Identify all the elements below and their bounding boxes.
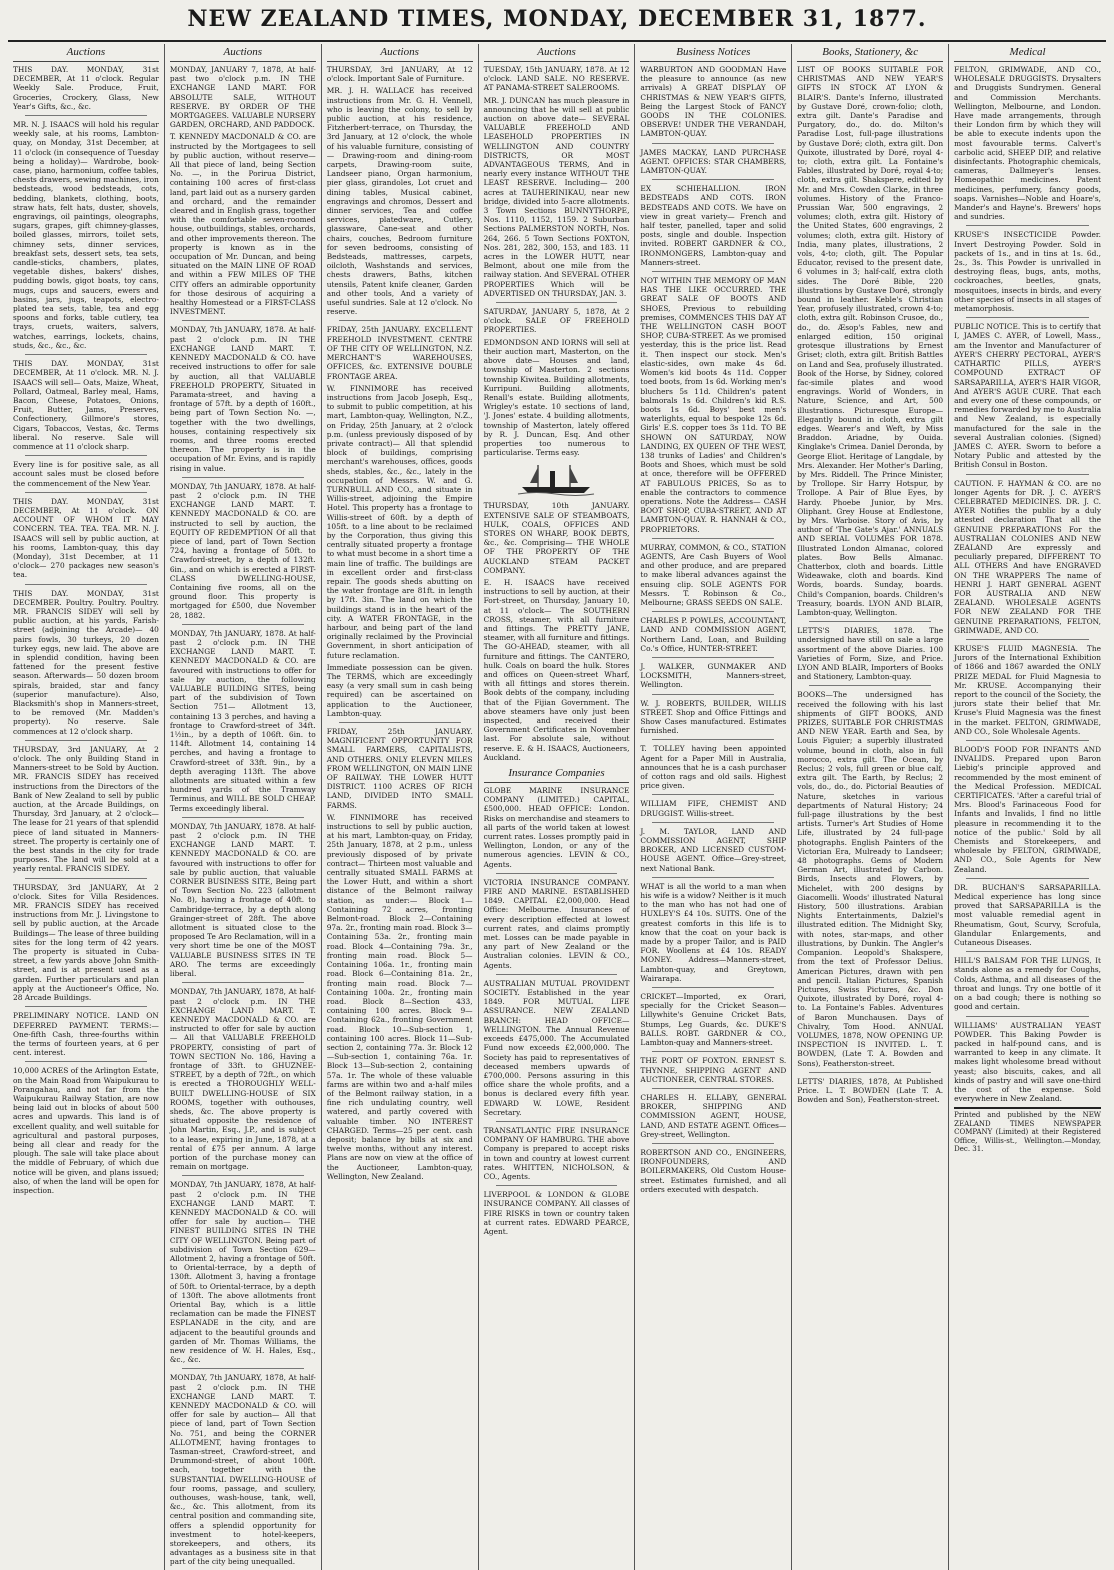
column-1 <box>8 44 165 1570</box>
advert: T. KENNEDY MACDONALD & CO. are instructed by the Mortgagees to sell by public auction, without reserve— All that piece of land, being Section No. —, in the Porirua District, containing 100 acres of first-class land, part laid out as a nursery garden and orchard, and the remainder cleared and in English grass, together with the comfortable seven-roomed house, outbuildings, stables, orchards, and other improvements thereon. The property is known as in the occupation of Mr. Duncan, and being situated on the MAIN LINE OF ROAD and within a FEW MILES OF THE CITY offers an admirable opportunity for those desirous of acquiring a healthy Homestead or a FIRST-CLASS INVESTMENT. <box>169 132 316 317</box>
advert: HILL'S BALSAM FOR THE LUNGS, It stands alone as a remedy for Coughs, Colds, Asthma, and all diseases of the throat and lungs. Try one bottle of it on a bad cough; there is nothing so good and certain. <box>954 956 1101 1012</box>
advert: MR. N. J. ISAACS will hold his regular weekly sale, at his rooms, Lambton-quay, on Monday, 31st December, at 11 o'clock (in consequence of Tuesday being a holiday)— Wardrobe, book-case, piano, harmonium, coffee tables, chests drawers, sewing machines, iron bedsteads, wood bedsteads, cots, bedding, blankets, clothing, boots, straw hats, felt hats, duster, shovels, engravings, oil paintings, oleographs, sugars, grapes, gift chimney-glasses, boiled glasses, mirrors, toilet sets, chimney sets, dinner services, breakfast sets, dessert sets, tea sets, candle-sticks, chambers, plates, vegetable dishes, bakers' dishes, pudding bowls, gigot boats, toy cans, mugs, cups and saucers, ewers and basins, jars, jugs, teapots, electro-plated tea sets, table, tea and egg spoons and forks, table cutlery, tea trays, cruets, waiters, salvers, watches, earrings, lockets, chains, studs, &c., &c., &c. <box>13 120 159 350</box>
advert: THIS DAY. MONDAY, 31st DECEMBER. Poultry. Poultry. Poultry. MR. FRANCIS SIDEY will sell by public auction, at his yards, Farish-street (adjoining the Arcade)— 40 pairs fowls, 30 turkeys, 20 dozen turkey eggs, new laid. The above are in splendid condition, having been fattened for the present festive season. Afterwards— 50 dozen broom spirals, braided, star and fancy (superior manufacture). Also, Blacksmith's shop in Manners-street, to be removed (Mr. Madden's property). No reserve. Sale commences at 12 o'clock sharp. <box>13 588 159 736</box>
advert: THIS DAY. MONDAY, 31st DECEMBER, At 11 o'clock. Regular Weekly Sale. Produce, Fruit, Groceries, Crockery, Glass, New Year's Gifts, &c., &c. <box>13 65 159 111</box>
column-7 <box>949 44 1106 1570</box>
advert: THE PORT OF FOXTON. ERNEST S. THYNNE, SHIPPING AGENT AND AUCTIONEER, CENTRAL STORES. <box>640 1056 787 1084</box>
advert: J. WALKER, GUNMAKER AND LOCKSMITH, Manners-street, Wellington. <box>640 661 787 690</box>
advert: THURSDAY, 3rd JANUARY, At 2 o'clock. The only Building Stand in Manners-street to be Sold by Auction. MR. FRANCIS SIDEY has received instructions from the Directors of the Bank of New Zealand to sell by public auction, at the Arcade Buildings, on Thursday, 3rd January, at 2 o'clock— The lease for 21 years of that splendid piece of land situated in Manners-street. The property is certainly one of the best stands in the city for trade purposes. The land will be sold at a yearly rental. FRANCIS SIDEY. <box>13 744 159 874</box>
column-heading: Business Notices <box>640 44 786 62</box>
advert: CRICKET—Imported, ex Orari, specially for the Cricket Season— Lillywhite's Genuine Cricket Bats, Stumps, Leg Guards, &c. DUKE'S BALLS. ROBT. GARDNER & CO., Lambton-quay and Manners-street. <box>640 992 787 1048</box>
advert: WHAT is all the world to a man when his wife is a widow? Neither is it much to the man who has not had one of HUXLEY'S £4 10s. SUITS. One of the greatest comforts in this life is to know that the coat on your back is made by a proper Tailor, and is PAID FOR. Woollens at £4 10s. READY MONEY. Address—Manners-street, Lambton-quay, and Greytown, Wairarapa. <box>640 881 787 983</box>
advert: BOOKS—The undersigned has received the following with his last shipments of GIFT BOOKS, AND PRIZES, SUITABLE FOR CHRISTMAS AND NEW YEAR. Earth and Sea, by Louis Figuier; a superbly illustrated volume, bound in cloth, also in full morocco, extra gilt. The Ocean, by Reclus; 2 vols, full green or blue calf, extra gilt. The Earth, by Reclus; 2 vols, do., do., do. Pictorial Beauties of Nature, sketches in various departments of Natural History; 24 full-page illustrations by the best artists. Turner's Art Studies of Home Life, illustrated by 24 full-page photographs. English Painters of the Victorian Era, Mulready to Landseer; 48 photographs. Gems of Modern German Art, illustrated by Carbon. Birds, Insects and Flowers, by Michelet, with 200 designs by Giacomelli. Woods' illustrated Natural History, 500 illustrations. Arabian Nights Entertainments, Dalziel's illustrated edition. The Midnight Sky, with notes, star-maps, and other illustrations, by Dunkin. The Angler's Companion. Leopold's Shakspere, from the text of Professor Delius. American Pictures, drawn with pen and pencil. Italian Pictures, Spanish Pictures, Swiss Pictures, &c. Don Quixote, illustrated by Doré, royal 4-to. La Fontaine's Fables. Adventures of Baron Munchausen. Days of Chivalry, Tom Hood. ANNUAL VOLUMES, 1878, NOW OPENING UP. INSPECTION IS INVITED. L. T. BOWDEN, (Late T. A. Bowden and Sons), Featherston-street. <box>797 690 944 1068</box>
advert: T. TOLLEY having been appointed Agent for a Paper Mill in Australia, announces that he is a cash purchaser of cotton rags and old sails. Highest price given. <box>640 744 787 791</box>
advert: CAUTION. F. HAYMAN & CO. are no longer Agents for DR. J. C. AYER'S CELEBRATED MEDICINES. DR. J. C. AYER Notifies the public by a duly attested declaration That all the GENUINE PREPARATIONS For the AUSTRALIAN COLONIES AND NEW ZEALAND Are expressly and peculiarly prepared, DIFFERENT TO ALL OTHERS And have ENGRAVED ON THE WRAPPERS The name of HENRI J. HART GENERAL AGENT FOR AUSTRALIA AND NEW ZEALAND. WHOLESALE AGENTS FOR NEW ZEALAND FOR THE GENUINE PREPARATIONS, FELTON, GRIMWADE, AND CO. <box>954 478 1101 635</box>
advert: WILLIAM FIFE, CHEMIST AND DRUGGIST. Willis-street. <box>640 799 787 818</box>
advert: MONDAY, JANUARY 7, 1878, At half-past two o'clock p.m. IN THE EXCHANGE LAND MART. FOR ABSOLUTE SALE, WITHOUT RESERVE. BY ORDER OF THE MORTGAGEES. VALUABLE NURSERY GARDEN, ORCHARD, AND PADDOCK. <box>169 65 316 130</box>
advert: LETTS' DIARIES, 1878, At Published Price. L. T. BOWDEN (Late T. A. Bowden and Son), Featherston-street. <box>797 1076 944 1105</box>
advert: GLOBE MARINE INSURANCE COMPANY (LIMITED.) CAPITAL, £500,000. HEAD OFFICE: London. Risks on merchandise and steamers to all parts of the world taken at lowest current rates. Losses promptly paid in Wellington, London, or any of the numerous agencies. LEVIN & CO., Agents. <box>483 786 630 869</box>
advert: MONDAY, 7th JANUARY, 1878, At half-past 2 o'clock p.m. IN THE EXCHANGE LAND MART. T. KENNEDY MACDONALD & CO. will offer for sale by auction— THE FINEST BUILDING SITES IN THE CITY OF WELLINGTON. Being part of subdivision of Town Section 629— Allotment 2, having a frontage of 50ft. to Oriental-terrace, by a depth of 130ft. Allotment 3, having a frontage of 50ft. to Oriental-terrace, by a depth of 130ft. The above allotments front Oriental Bay, which is a little reclamation can be made the FINEST ESPLANADE in the city, and are adjacent to the beautiful grounds and garden of Mr. Thomas Williams, the new residence of W. H. Hales, Esq., &c., &c. <box>169 1180 316 1365</box>
advert: CHARLES P. POWLES, ACCOUNTANT, LAND AND COMMISSION AGENT, Northern Land, Loan, and Building Co.'s Office, HUNTER-STREET. <box>640 616 787 653</box>
advert: AUSTRALIAN MUTUAL PROVIDENT SOCIETY. Established in the year 1849. FOR MUTUAL LIFE ASSURANCE. NEW ZEALAND BRANCH: HEAD OFFICE—WELLINGTON. The Annual Revenue exceeds £475,000. The Accumulated Fund now exceeds £2,000,000. The Society has paid to representatives of deceased members upwards of £700,000. Persons assuring in this office share the whole profits, and a bonus is declared every fifth year. EDWARD W. LOWE, Resident Secretary. <box>483 978 630 1117</box>
advert: THIS DAY. MONDAY, 31st DECEMBER, At 11 o'clock. MR. N. J. ISAACS will sell— Oats, Maize, Wheat, Pollard, Oatmeal, Barley meal, Hams, Bacon, Cheese, Potatoes, Onions, Fruit, Butter, Jams, Preserves, Confectionery, Gillmore's stores, Cigars, Tobaccos, Vestas, &c. Terms liberal. No reserve. Sale will commence at 11 o'clock sharp. <box>13 359 159 451</box>
column-5 <box>635 44 792 1570</box>
column-6 <box>792 44 949 1570</box>
advert: THIS DAY. MONDAY, 31st DECEMBER, At 11 o'clock. ON ACCOUNT OF WHOM IT MAY CONCERN. TEA. TEA. TEA. MR. N. J. ISAACS will sell by public auction, at his rooms, Lambton-quay, this day (Monday), 31st December, at 11 o'clock— 270 packages new season's tea. <box>13 496 159 580</box>
advert: FRIDAY, 25th JANUARY. EXCELLENT FREEHOLD INVESTMENT. CENTRE OF THE CITY OF WELLINGTON, N.Z. MERCHANT'S WAREHOUSES, OFFICES, &c. EXTENSIVE DOUBLE FRONTAGE AREA. <box>326 325 473 381</box>
newspaper-masthead: NEW ZEALAND TIMES, MONDAY, DECEMBER 31, 1877. <box>187 6 927 32</box>
advert: MONDAY, 7th JANUARY, 1878. At half-past 2 o'clock p.m. IN THE EXCHANGE LAND MART. T. KENNEDY MACDONALD & CO. are instructed to sell by auction, the EQUITY OF REDEMPTION Of all that piece of land, part of Town Section 724, having a frontage of 50ft. to Crawford-street, by a depth of 132ft. 6in., and on which is erected a FIRST-CLASS DWELLING-HOUSE, Containing five rooms, all on the ground floor. This property is mortgaged for £500, due November 28, 1882. <box>169 481 316 620</box>
advert: 10,000 ACRES of the Arlington Estate, on the Main Road from Waipukurau to Porangahau, and not far from the Waipukurau Railway Station, are now being laid out in blocks of about 500 acres and upwards. This land is of excellent quality, and well suitable for agricultural and pastoral purposes, being all clear and ready for the plough. The sale will take place about the middle of February, of which due notice will be given, and plans issued; also, of when the land will be open for inspection. <box>13 1066 159 1195</box>
advert: KRUSE'S FLUID MAGNESIA. The Jurors of the International Exhibition of 1866 and 1867 awarded the ONLY PRIZE MEDAL for Fluid Magnesia to Mr. KRUSE. Accompanying their report to the council of the Society, the jurors state their belief that Mr. Kruse's Fluid Magnesia was the finest in the market. FELTON, GRIMWADE, AND CO., Sole Wholesale Agents. <box>954 643 1101 736</box>
advert: EDMONDSON AND IORNS will sell at their auction mart, Masterton, on the above date— Houses and land, township of Masterton. 2 sections township Kiwitea. Building allotments, Kurripuni. Building allotments, Renall's estate. Building allotments, Wrigley's estate. 10 sections of land, 'J. Jones' estate. 4 building allotments, township of Masterton, lately offered by R. J. Duncan, Esq. And other properties too numerous to particularise. Terms easy. <box>483 337 630 458</box>
advert: EX SCHIEHALLION. IRON BEDSTEADS AND COTS. IRON BEDSTEADS AND COTS. We have on view in great variety— French and half tester, panelled, taper and solid posts, single and double. Inspection invited. ROBERT GARDNER & CO., IRONMONGERS, Lambton-quay and Manners-street. <box>640 184 787 267</box>
advert: W. J. ROBERTS, BUILDER, WILLIS STREET. Shop and Office Fittings and Show Cases manufactured. Estimates furnished. <box>640 698 787 736</box>
advert: JAMES MACKAY, LAND PURCHASE AGENT. OFFICES: STAR CHAMBERS, LAMBTON-QUAY. <box>640 147 787 176</box>
advert: Immediate possession can be given. The TERMS, which are exceedingly easy (a very small sum in cash being required) can be ascertained on application to the Auctioneer, Lambton-quay. <box>326 662 473 718</box>
advert: LIVERPOOL & LONDON & GLOBE INSURANCE COMPANY. All classes of FIRE RISKS in town or country taken at current rates. EDWARD PEARCE, Agent. <box>483 1190 630 1236</box>
advert: MONDAY, 7th JANUARY, 1878, At half-past 2 o'clock p.m. IN THE EXCHANGE LAND MART. T. KENNEDY MACDONALD & CO. are instructed to offer for sale by auction— All that VALUABLE FREEHOLD PROPERTY, consisting of part of TOWN SECTION No. 186, Having a frontage of 33ft. to GHUZNEE-STREET, by a depth of 72ft., on which is erected a THOROUGHLY WELL-BUILT DWELLING-HOUSE of SIX ROOMS, together with outhouses, sheds, &c. The above property is situated opposite the residence of John Martin, Esq., J.P., and is subject to a lease, expiring in June, 1878, at a rental of £75 per annum. A large portion of the purchase money can remain on mortgage. <box>169 987 316 1172</box>
advert: ROBERTSON AND CO., ENGINEERS, IRONFOUNDERS, AND BOILERMAKERS, Old Custom House-street. Estimates furnished, and all orders executed with despatch. <box>640 1147 787 1194</box>
advert: WILLIAMS' AUSTRALIAN YEAST POWDER. This Baking Powder is packed in half-pound cans, and is warranted to keep in any climate. It makes light wholesome bread without yeast; also biscuits, cakes, and all kinds of pastry and will save one-third the cost of the expense. Sold everywhere in New Zealand. <box>954 1020 1101 1104</box>
column-heading: Auctions <box>484 44 630 62</box>
column-heading: Auctions <box>13 44 159 62</box>
advert: E. H. ISAACS have received instructions to sell by auction, at their Fort-street, on Thursday, January 10, at 11 o'clock— The SOUTHERN CROSS, steamer, with all furniture and fittings. The PRETTY JANE, steamer, with all furniture and fittings. The GO-AHEAD, steamer, with all furniture and fittings. The CANTERO, hulk. Coals on board the hulk. Stores and offices on Queen-street Wharf, with all fittings and stores therein. Book debts of the company, including that of the Fijian Government. The above steamers have only just been inspected, and received their Government Certificates in November last. For absolute sale, without reserve. E. & H. ISAACS, Auctioneers, Auckland. <box>483 577 630 762</box>
advert: BLOOD'S FOOD FOR INFANTS AND INVALIDS. Prepared upon Baron Liebig's principle approved and recommended by the most eminent of the Medical Profession. MEDICAL CERTIFICATES. 'After a careful trial of Mrs. Blood's Farinaceous Food for Infants and Invalids, I find no little pleasure in recommending it to the notice of the public.' Sold by all Chemists and Storekeepers, and wholesale by FELTON, GRIMWADE, AND CO., Sole Agents for New Zealand. <box>954 745 1101 874</box>
advert: MONDAY, 7th JANUARY, 1878. At half-past 2 o'clock p.m. IN THE EXCHANGE LAND MART. T. KENNEDY MACDONALD & CO. are favoured with instructions to offer for sale by auction, the following VALUABLE BUILDING SITES, being part of the subdivision of Town Section 751— Allotment 13, containing 13 3 perches, and having a frontage to Crawford-street of 34ft. 1½in., by a depth of 106ft. 6in. to 114ft. Allotment 14, containing 14 perches, and having a frontage to Crawford-street of 33ft. 9in., by a depth averaging 113ft. The above allotments are situated within a few hundred yards of the Tramway Terminus, and WILL BE SOLD CHEAP. Terms exceedingly liberal. <box>169 628 316 813</box>
printer-imprint: Printed and published by the NEW ZEALAND TIMES NEWSPAPER COMPANY (Limited) at their Registered Office, Willis-st., Wellington.—Monday, Dec. 31. <box>954 1107 1101 1154</box>
advert: FRIDAY, 25th JANUARY. MAGNIFICENT OPPORTUNITY FOR SMALL FARMERS, CAPITALISTS, AND OTHERS. ONLY ELEVEN MILES FROM WELLINGTON, ON MAIN LINE OF RAILWAY. THE LOWER HUTT DISTRICT. 1100 ACRES OF RICH LAND, DIVIDED INTO SMALL FARMS. <box>326 727 473 810</box>
advert: MONDAY, 7th JANUARY, 1878. At half-past 2 o'clock p.m. IN THE EXCHANGE LAND MART. T. KENNEDY MACDONALD & CO. have received instructions to offer for sale by auction, all that VALUABLE FREEHOLD PROPERTY, Situated in Paramata-street, and having a frontage of 57ft. by a depth of 160ft., being part of Town Section No. —, together with the two dwellings, houses, containing respectively six rooms, and three rooms erected thereon. The property is in the occupation of Mr. Evins, and is rapidly rising in value. <box>169 325 316 473</box>
column-2 <box>165 44 322 1570</box>
advert: CHARLES H. ELLABY, GENERAL BROKER, SHIPPING AND COMMISSION AGENT, HOUSE, LAND, AND ESTATE AGENT. Offices—Grey-street, Wellington. <box>640 1092 787 1139</box>
advert: MR. J. H. WALLACE has received instructions from Mr. G. H. Vennell, who is leaving the colony, to sell by public auction, at his residence, Fitzherbert-terrace, on Thursday, the 3rd January, at 12 o'clock, the whole of his valuable furniture, consisting of— Drawing-room and dining-room carpets, Drawing-room suite, Landseer piano, Organ harmonium, pier glass, girandoles, Lot cruet and dining tables, Musical cabinet, engravings and chromos, Dessert and dinner services, Tea and coffee services, platedware, Cutlery, glassware, Cane-seat and other chairs, couches, Bedroom furniture for seven bedrooms, consisting of Bedsteads, mattresses, carpets, oilcloth, Washstands and services, chests drawers, Baths, kitchen utensils, Patent knife cleaner, Garden and other tools, And a variety of useful sundries. Sale at 12 o'clock. No reserve. <box>326 86 473 317</box>
advert: W. FINNIMORE has received instructions to sell by public auction, at his mart, Lambton-quay, on Friday, 25th January, 1878, at 2 p.m., unless previously disposed of by private contract— Thirteen most valuable and centrally situated SMALL FARMS at the Lower Hutt, and within a short distance of the Belmont railway station, as under:— Block 1—Containing 72 acres, fronting Belmont-road. Block 2—Containing 97a. 2r., fronting main road. Block 3—Containing 53a. 2r., fronting main road. Block 4—Containing 79a. 3r., fronting main road. Block 5—Containing 106a. 1r., fronting main road. Block 6—Containing 81a. 2r., fronting main road. Block 7—Containing 100a. 2r., fronting main road. Block 8—Section 433, containing 100 acres. Block 9—Containing 62a., fronting Government road. Block 10—Sub-section 1, containing 100 acres. Block 11—Sub-section 2, containing 77a. 3r. Block 12—Sub-section 1, containing 76a. 1r. Block 13—Sub-section 2, containing 57a. 1r. The whole of these valuable farms are within two and a-half miles of the Belmont railway station, in a fine rich undulating country, well watered, and partly covered with valuable timber. NO INTEREST CHARGED. Terms—25 per cent. cash deposit; balance by bills at six and twelve months, without any interest. Plans are now on view at the office of the Auctioneer, Lambton-quay, Wellington, New Zealand. <box>326 812 473 1181</box>
column-4 <box>479 44 636 1570</box>
advert: J. M. TAYLOR, LAND AND COMMISSION AGENT, SHIP BROKER, AND LICENSED CUSTOM-HOUSE AGENT. Office—Grey-street, next National Bank. <box>640 826 787 873</box>
column-heading: Books, Stationery, &c <box>797 44 943 62</box>
advert: LIST OF BOOKS SUITABLE FOR CHRISTMAS AND NEW YEAR'S GIFTS IN STOCK AT LYON & BLAIR'S. Dante's Inferno, illustrated by Gustave Doré, crown-folio; cloth, extra gilt. Dante's Paradise and Purgatory, do., do. do. Milton's Paradise Lost, full-page illustrations by Gustave Doré; cloth, extra gilt. Don Quixote, illustrated by Doré, royal 4-to; cloth, extra gilt. La Fontaine's Fables, illustrated by Doré, royal 4-to; cloth, extra gilt. Shakspere, edited by Mr. and Mrs. Cowden Clarke, in three volumes. History of the Franco-Prussian War, 500 engravings, 2 volumes; cloth, extra gilt. History of the United States, 600 engravings, 2 volumes; cloth, extra gilt. History of India, many plates, illustrations, 2 vols, 4-to; cloth, gilt. The Popular Educator, revised to the present date, 6 volumes in 3; half-calf, extra cloth sides. The Doré Bible, 220 illustrations by Gustave Doré, strongly bound in leather. Keble's Christian Year, profusely illustrated, crown 4-to; cloth, extra gilt. Robinson Crusoe, do., do., do. Æsop's Fables, new and enlarged edition, 150 original grotesque illustrations by Ernest Griset; cloth, extra gilt. British Battles on Land and Sea, profusely illustrated. Book of the Horse, by Sidney, colored fac-simile plates and wood engravings. World of Wonders, in Nature, Science, and Art, 500 illustrations. Picturesque Europe—Elegantly bound in cloth, extra gilt edges. Wearer's and Weft, by Miss Braddon. Ariadne, by Ouida. Kinglake's Crimea. Daniel Deronda, by George Eliot. Heritage of Langdale, by Mrs. Alexander. Her Mother's Darling, by Mrs. Riddell. The Prince Minister, by Trollope. Sir Harry Hotspur, by Trollope. A Pair of Blue Eyes, by Hardy. Phoebe Junior, by Mrs. Oliphant. Grey House at Endlestone, by Mrs. Warboise. Story of Avis, by author of 'The Gate's Ajar.' ANNUALS AND SERIAL VOLUMES FOR 1878. Illustrated London Almanac, colored plates. Bow Bells Almanac. Chatterbox, cloth and boards. Little Wideawake, cloth and boards. Kind Words, boards. Sunday, boards. Child's Companion, boards. Children's Treasury, boards. LYON AND BLAIR, Lambton-quay, Wellington. <box>797 65 944 617</box>
advert: DR. BUCHAN'S SARSAPARILLA. Medical experience has long since proved that SARSAPARILLA is the most valuable remedial agent in Rheumatism, Gout, Scurvy, Scrofula, Glandular Enlargements, and Cutaneous Diseases. <box>954 882 1101 948</box>
advert: SATURDAY, JANUARY 5, 1878, At 2 o'clock. SALE OF FREEHOLD PROPERTIES. <box>483 307 630 335</box>
advert: THURSDAY, 3rd JANUARY, At 12 o'clock. Important Sale of Furniture. <box>326 65 473 84</box>
advert: W. FINNIMORE has received instructions from Jacob Joseph, Esq., to submit to public competition, at his mart, Lambton-quay, Wellington, N.Z., on Friday, 25th January, at 2 o'clock p.m. (unless previously disposed of by private contract)— All that splendid block of buildings, comprising merchant's warehouses, offices, goods sheds, stables, &c., &c., lately in the occupation of Messrs. W. and G. TURNBULL AND CO., and situate in Willis-street, adjoining the Empire Hotel. This property has a frontage to Willis-street of 60ft. by a depth of 105ft. to a line about to be reclaimed by the Corporation, thus giving this centrally situated property a frontage to what must become in a short time a main line of traffic. The buildings are in excellent order and first-class repair. The goods sheds abutting on the water frontage are 81ft. in length by 17ft. 3in. The land on which the buildings stand is in the heart of the city. A WATER FRONTAGE, in the harbour, and being part of the land originally reclaimed by the Provincial Government, in short anticipation of future reclamation. <box>326 383 473 660</box>
advert: FELTON, GRIMWADE, AND CO., WHOLESALE DRUGGISTS. Drysalters and Druggists Sundrymen. General and Commission Merchants. Wellington, Melbourne, and London. Have made arrangements, through their London firm by which they will be able to execute indents upon the most favourable terms. Calvert's carbolic acid, SHEEP DIP, and relative disinfectants. Photographic chemicals, cameras, Dallmeyer's lenses. Homeopathic medicines. Patent medicines, perfumery, fancy goods, soaps. Varnishes—Noble and Hoare's, Mander's and Hayne's. Brewers' hops and sundries. <box>954 65 1101 222</box>
column-heading: Medical <box>954 44 1101 62</box>
advert: TRANSATLANTIC FIRE INSURANCE COMPANY OF HAMBURG. THE above Company is prepared to accept risks in town and country at lowest current rates. WHITTEN, NICHOLSON, & CO., Agents. <box>483 1125 630 1181</box>
column-3 <box>322 44 479 1570</box>
advert: THURSDAY, 3rd JANUARY, At 2 o'clock. Sites for Villa Residences. MR. FRANCIS SIDEY has received instructions from Mr. J. Livingstone to sell by public auction, at the Arcade Buildings— The lease of three building sites for the long term of 42 years. The property is situated in Cuba-street, a few yards above John Smith-street, and is at present used as a garden. Further particulars and plan apply at the Auctioneer's Office, No. 28 Arcade Buildings. <box>13 882 159 1003</box>
column-heading: Auctions <box>170 44 316 62</box>
advert: KRUSE'S INSECTICIDE Powder. Invert Destroying Powder. Sold in packets of 1s., and in tins at 1s. 6d., 2s., 3s. This Powder is unrivalled in destroying fleas, bugs, ants, moths, cockroaches, beetles, gnats, mosquitoes, insects in birds, and every other species of insects in all stages of metamorphosis. <box>954 230 1101 314</box>
newspaper-columns <box>8 44 1106 1567</box>
advert: PUBLIC NOTICE. This is to certify that I, JAMES C. AYER, of Lowell, Mass., am the Inventor and Manufacturer of AYER'S CHERRY PECTORAL, AYER'S CATHARTIC PILLS, AYER'S COMPOUND EXTRACT OF SARSAPARILLA, AYER'S HAIR VIGOR, And AYER'S AGUE CURE. That each and every one of these compounds, or remedies forwarded by me to Australia and New Zealand, is especially manufactured for the sale in the several Australian colonies. (Signed) JAMES C. AYER. Sworn to before a Notary Public and attested by the British Consul in Boston. <box>954 322 1101 470</box>
advert: MONDAY, 7th JANUARY, 1878. At half-past 2 o'clock p.m. IN THE EXCHANGE LAND MART. T. KENNEDY MACDONALD & CO. are favoured with instructions to offer for sale by public auction, that valuable CORNER BUSINESS SITE, Being part of Town Section No. 223 (allotment No. 8), having a frontage of 40ft. to Cambridge-terrace, by a depth along Grainger-street of 28ft. The above allotment is situated close to the proposed Te Aro Reclamation, will in a very short time be one of the MOST VALUABLE BUSINESS SITES IN TE ARO. The terms are exceedingly liberal. <box>169 821 316 979</box>
advert: WARBURTON AND GOODMAN Have the pleasure to announce (as new arrivals) A GREAT DISPLAY OF CHRISTMAS & NEW YEAR'S GIFTS, Being the Largest Stock of FANCY GOODS IN THE COLONIES. OBSERVE! UNDER THE VERANDAH, LAMBTON-QUAY. <box>640 65 787 139</box>
advert: MONDAY, 7th JANUARY, 1878, At half-past 2 o'clock p.m. IN THE EXCHANGE LAND MART. T. KENNEDY MACDONALD & CO. will offer for sale by auction— All that piece of land, part of Town Section No. 751, and being the CORNER ALLOTMENT, having frontages to Tasman-street, Crawford-street, and Drummond-street, of about 100ft. each, together with the SUBSTANTIAL DWELLING-HOUSE of four rooms, passage, and scullery, outhouses, wash-house, tank, well, &c., &c. This allotment, from its central position and commanding site, offers a splendid opportunity for investment to hotel-keepers, storekeepers, and others, its advantages as a business site in that part of the city being unequalled. <box>169 1373 316 1567</box>
masthead-rule <box>8 40 1106 42</box>
advert: THURSDAY, 10th JANUARY. EXTENSIVE SALE OF STEAMBOATS, HULK, COALS, OFFICES AND STORES ON WHARF, BOOK DEBTS, &c., &c. Comprising— THE WHOLE OF THE PROPERTY OF THE AUCKLAND STEAM PACKET COMPANY. <box>483 501 630 575</box>
advert: NOT WITHIN THE MEMORY OF MAN HAS THE LIKE OCCURRED. THE GREAT SALE OF BOOTS AND SHOES, Previous to rebuilding premises, COMMENCES THIS DAY AT THE WELLINGTON CASH BOOT SHOP, CUBA-STREET. As we promised yesterday, this is the price list. Read it. Then inspect our stock. Men's elastic-sides, own make 4s 6d. Women's kid boots 4s 11d. Copper toed boots, from 1s 6d. Working men's bluchers 5s 11d. Children's patent balmorals 1s 6d. Children's kid R.S. boots 1s 6d. Boys' best men's waterlights, equal to bespoke 12s 6d. Girls' E.S. copper toes 3s 11d. TO BE SHOWN ON SATURDAY, NOW LANDING, EX QUEEN OF THE WEST, 138 trunks of Ladies' and Children's Boots and Shoes, which must be sold at once, therefore will be OFFERED AT FABULOUS PRICES, So as to enable the contractors to commence operations. Note the Address— CASH BOOT SHOP, CUBA-STREET, AND AT LAMBTON-QUAY. R. HANNAH & CO., PROPRIETORS. <box>640 276 787 534</box>
column-heading: Auctions <box>327 44 473 62</box>
advert: VICTORIA INSURANCE COMPANY. FIRE AND MARINE. ESTABLISHED 1849. CAPITAL £2,000,000. Head Office: Melbourne. Insurances of every description effected at lowest current rates, and claims promptly met. Losses can be made payable in any part of New Zealand or the Australian colonies. LEVIN & CO., Agents. <box>483 877 630 970</box>
advert: MR. J. DUNCAN has much pleasure in announcing that he will sell at public auction on above date— SEVERAL VALUABLE FREEHOLD AND LEASEHOLD PROPERTIES IN WELLINGTON AND COUNTRY DISTRICTS, OR MOST ADVANTAGEOUS TERMS, And in nearly every instance WITHOUT THE LEAST RESERVE. Including— 200 acres at TAUHERINIKAU, near new bridge, divided into 5-acre allotments. 3 Town Sections BUNNYTHORPE, Nos. 1110, 1152, 1159. 2 Suburban Sections PALMERSTON NORTH, Nos. 264, 266. 5 Town Sections FOXTON, Nos. 281, 282, 300, 153, and 183. 11 acres in the LOWER HUTT, near Belmont, about one mile from the railway station. And SEVERAL OTHER PROPERTIES Which will be ADVERTISED ON THURSDAY, JAN. 3. <box>483 95 630 298</box>
advert: Every line is for positive sale, as all account sales must be closed before the commencement of the New Year. <box>13 460 159 488</box>
advert: LETTS'S DIARIES, 1878. The undersigned have still on sale a large assortment of the above Diaries. 100 Varieties of Form, Size, and Price. LYON AND BLAIR, Importers of Books and Stationery, Lambton-quay. <box>797 626 944 682</box>
advert: TUESDAY, 15th JANUARY, 1878. At 12 o'clock. LAND SALE. NO RESERVE. AT PANAMA-STREET SALEROOMS. <box>483 65 630 93</box>
advert: MURRAY, COMMON, & CO., STATION AGENTS, Are Cash Buyers of Wool and other produce, and are prepared to make liberal advances against the ensuing clip. SOLE AGENTS FOR Messrs. T. Robinson & Co., Melbourne; GRASS SEEDS ON SALE. <box>640 542 787 607</box>
steamship-illustration <box>516 461 596 497</box>
advert: PRELIMINARY NOTICE. LAND ON DEFERRED PAYMENT. TERMS:— One-fifth Cash, three-fourths within the terms of fourteen years, at 6 per cent. interest. <box>13 1011 159 1058</box>
insurance-section-heading: Insurance Companies <box>484 765 630 783</box>
